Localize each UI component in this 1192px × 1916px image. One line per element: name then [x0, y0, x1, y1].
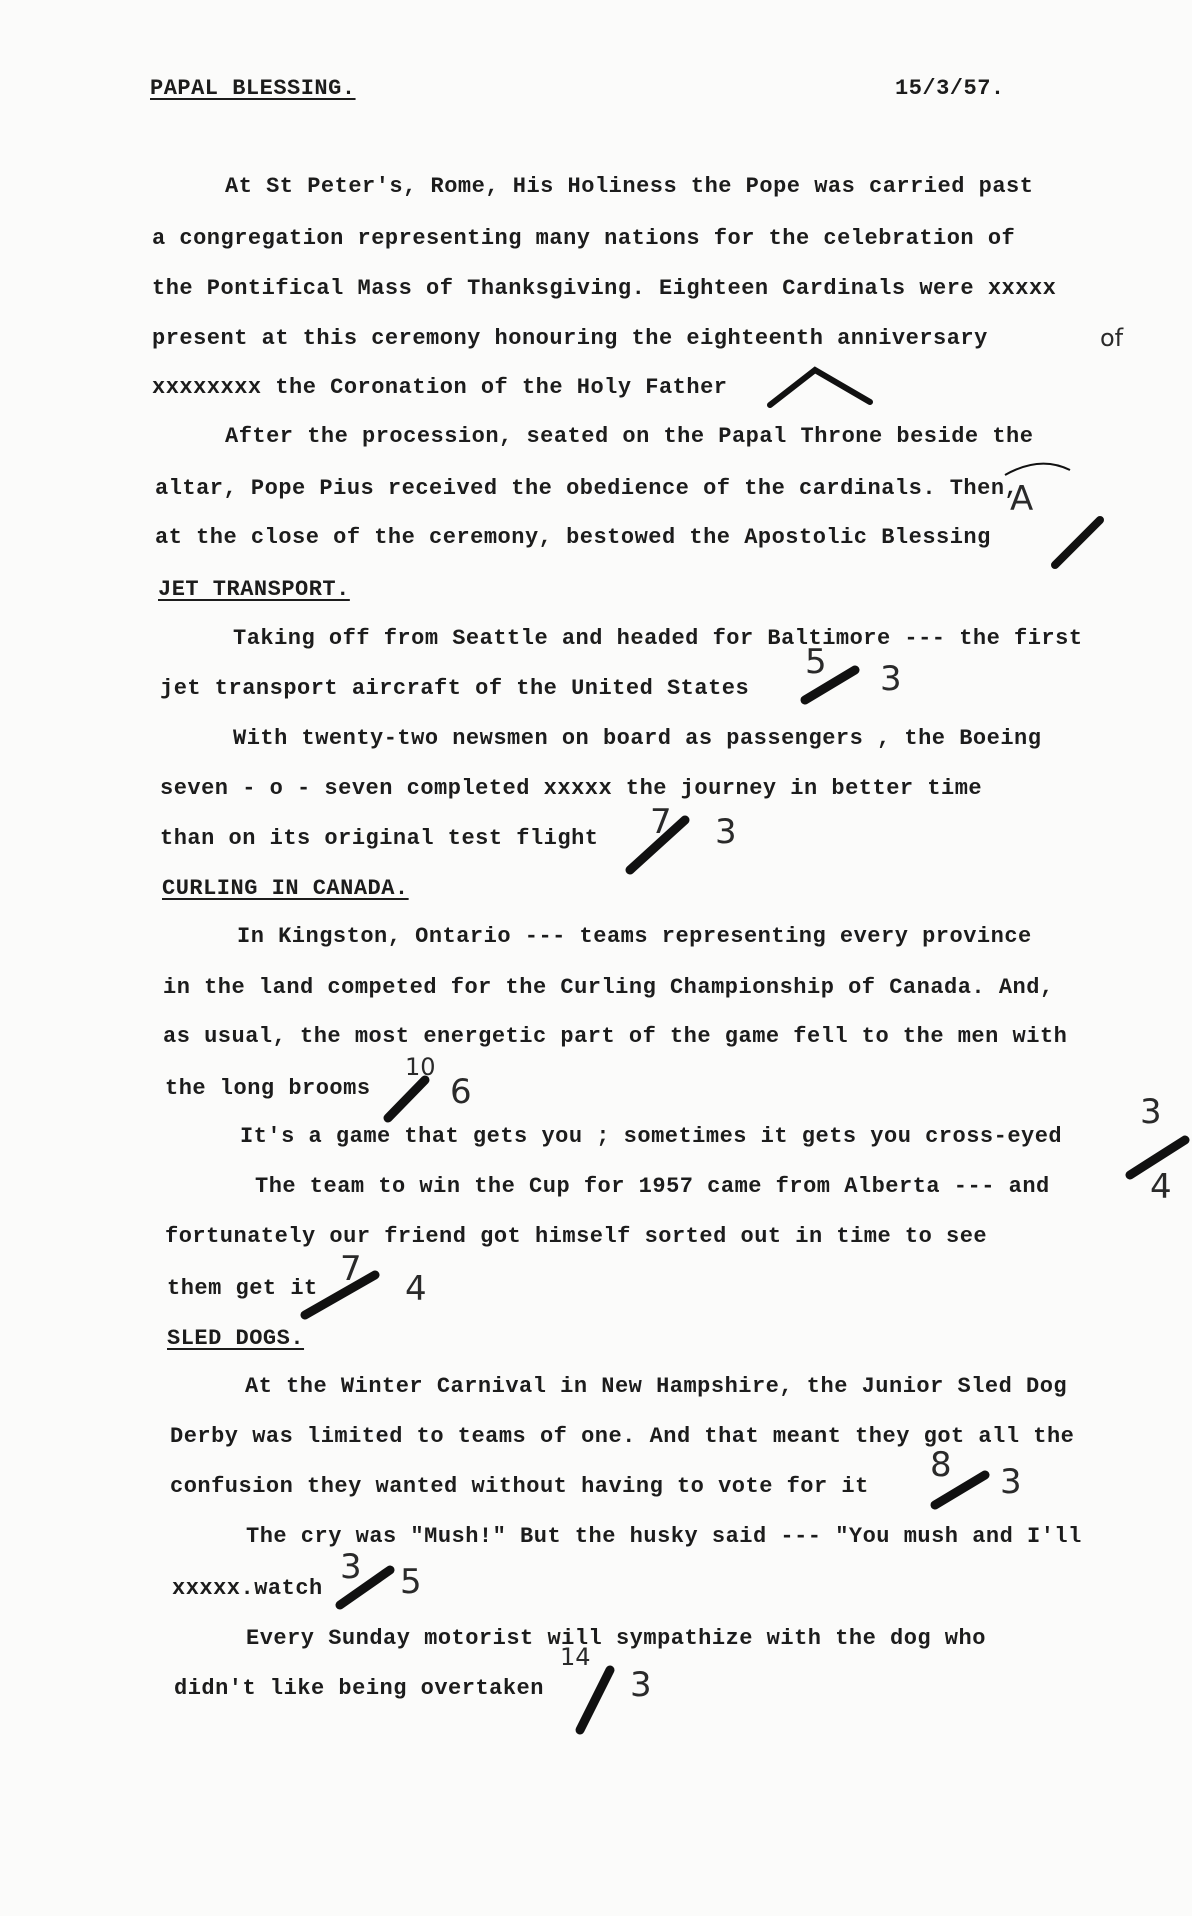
text-line: It's a game that gets you ; sometimes it gets you cross-eyed: [240, 1124, 1063, 1149]
pen-count: 5: [805, 642, 827, 682]
text-line: in the land competed for the Curling Championship of Canada. And,: [163, 975, 1054, 1000]
pen-count: 3: [630, 1665, 652, 1705]
pen-insert: of: [1100, 324, 1124, 352]
pen-stroke: [580, 1670, 610, 1730]
pen-stroke: [1055, 520, 1100, 565]
pen-count: 4: [1150, 1167, 1172, 1207]
text-line: Every Sunday motorist will sympathize with the dog who: [246, 1626, 986, 1651]
pen-count: 4: [405, 1269, 427, 1309]
text-line: xxxxx.watch: [172, 1576, 323, 1601]
text-line: a congregation representing many nations for the celebration of: [152, 226, 1016, 251]
pen-count: 3: [1000, 1462, 1022, 1502]
text-line: jet transport aircraft of the United States: [160, 676, 750, 701]
text-line: With twenty-two newsmen on board as passengers , the Boeing: [233, 726, 1042, 751]
text-line: The team to win the Cup for 1957 came from Alberta --- and: [255, 1174, 1050, 1199]
text-line: fortunately our friend got himself sorted out in time to see: [165, 1224, 988, 1249]
pen-count: 14: [560, 1643, 591, 1671]
pen-count: 3: [340, 1547, 362, 1587]
text-line: the Pontifical Mass of Thanksgiving. Eighteen Cardinals were xxxxx: [152, 276, 1057, 301]
pen-count: 8: [930, 1445, 952, 1485]
text-line: Derby was limited to teams of one. And that meant they got all the: [170, 1424, 1075, 1449]
text-line: altar, Pope Pius received the obedience of the cardinals. Then,: [155, 476, 1019, 501]
text-line: than on its original test flight: [160, 826, 599, 851]
text-line: the long brooms: [165, 1076, 371, 1101]
pen-stroke: [1005, 464, 1070, 475]
text-line: them get it: [167, 1276, 318, 1301]
pen-count: 3: [715, 812, 737, 852]
section-heading: JET TRANSPORT.: [158, 577, 350, 602]
text-line: confusion they wanted without having to vote for it: [170, 1474, 869, 1499]
pen-count: 3: [880, 659, 902, 699]
pen-count: 6: [450, 1072, 472, 1112]
section-heading: SLED DOGS.: [167, 1326, 305, 1351]
text-line: didn't like being overtaken: [174, 1676, 544, 1701]
pen-count: 7: [650, 802, 672, 842]
pen-stroke: [770, 370, 870, 405]
section-heading: CURLING IN CANADA.: [162, 876, 409, 901]
text-line: After the procession, seated on the Papal Throne beside the: [225, 424, 1034, 449]
pen-count: 7: [340, 1249, 362, 1289]
pen-count: 10: [405, 1053, 436, 1081]
text-line: The cry was "Mush!" But the husky said --- "You mush and I'll: [246, 1524, 1082, 1549]
pen-stroke: [388, 1080, 425, 1118]
page-title: PAPAL BLESSING.: [150, 76, 356, 101]
text-line: present at this ceremony honouring the eighteenth anniversary: [152, 326, 988, 351]
pen-caret-mark: A: [1010, 479, 1034, 519]
pen-count: 5: [400, 1562, 422, 1602]
text-line: as usual, the most energetic part of the game fell to the men with: [163, 1024, 1068, 1049]
text-line: At the Winter Carnival in New Hampshire, the Junior Sled Dog: [245, 1374, 1068, 1399]
pen-count: 3: [1140, 1092, 1162, 1132]
text-line: At St Peter's, Rome, His Holiness the Pope was carried past: [225, 174, 1034, 199]
text-line: In Kingston, Ontario --- teams representing every province: [237, 924, 1032, 949]
text-line: at the close of the ceremony, bestowed the Apostolic Blessing: [155, 525, 991, 550]
date-stamp: 15/3/57.: [895, 76, 1005, 101]
text-line: seven - o - seven completed xxxxx the journey in better time: [160, 776, 983, 801]
text-line: xxxxxxxx the Coronation of the Holy Father: [152, 375, 728, 400]
text-line: Taking off from Seattle and headed for Baltimore --- the first: [233, 626, 1083, 651]
